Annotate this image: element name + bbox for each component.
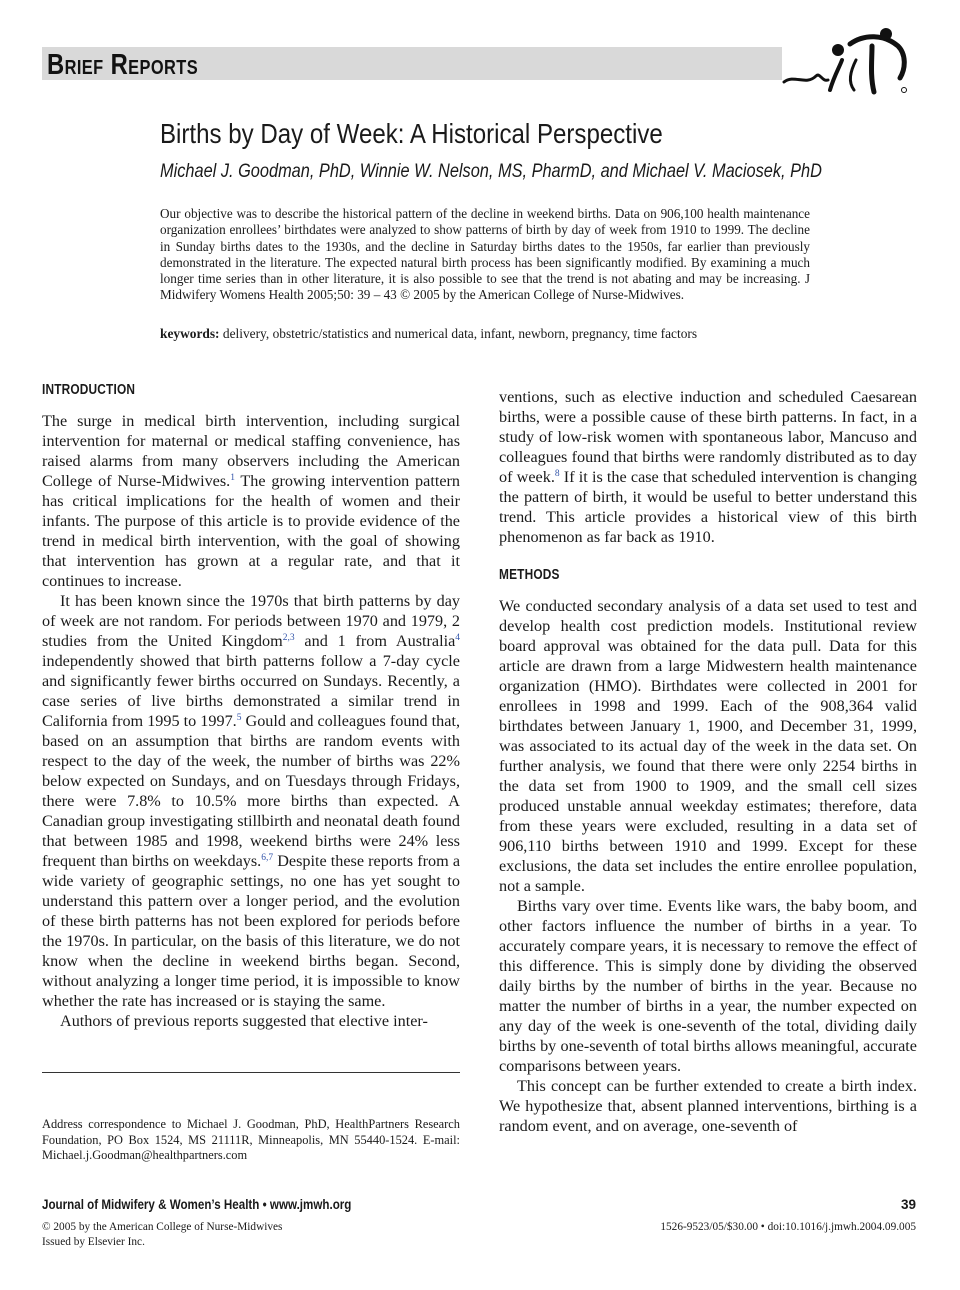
footnote-divider xyxy=(42,1072,460,1073)
reference-1[interactable]: 1 xyxy=(230,473,235,483)
issued-by-line: Issued by Elsevier Inc. xyxy=(42,1235,145,1248)
keywords-label: keywords: xyxy=(160,326,220,341)
continued-text-b: If it is the case that scheduled intervention is changing the pattern of birth, it would be useful to better understand this trend. This article provides a historical view of this birth phenomenon as far back as 1910. xyxy=(499,468,917,546)
reference-2-3[interactable]: 2,3 xyxy=(282,633,295,643)
methods-paragraph-1: We conducted secondary analysis of a data set used to test and develop health cost prediction models. Institutional review board approval was obtained for the data pull. Data for this article are drawn from a large Midwestern health maintenance organization (HMO). Birthdates were collected in 2001 for enrollees in 1998 and 1999. Each of the 908,364 valid birthdates between January 1, 1900, and December 31, 1999, was associated to its actual day of the week in the data set. On further analysis, we found that there were only 2254 births in the data set from 1900 to 1909, and the small cell sizes produced unstable annual weekday estimates; therefore, data from these years were excluded, resulting in a data set of 906,110 births between 1910 and 1999. Except for these exclusions, the data set includes the entire enrollee population, not a sample. xyxy=(499,597,917,895)
intro-p2-text-d: Gould and colleagues found that, based on an assumption that births are random events with respect to the day of the week, the number of births was 22% below expected on Sundays, and on Tuesdays through Fridays, there were 7.8% to 10.5% more births than expected. A Canadian group investigating stillbirth and neonatal death found that between 1985 and 1998, weekend births were 24% less frequent than births on weekdays. xyxy=(42,712,460,870)
intro-p2-text-c: independently showed that birth patterns follow a 7-day cycle and significantly fewer births occurred on Sundays. Recently, a case series of live births demonstrated a similar trend in California from 1995 to 1997. xyxy=(42,652,460,730)
reference-8[interactable]: 8 xyxy=(554,469,560,479)
continued-text-a: ventions, such as elective induction and scheduled Caesarean births, were a possible cause of these birth patterns. In fact, in a study of low-risk women with spontaneous labor, Mancuso and colleagues found that births were randomly distributed as to day of week. xyxy=(499,388,917,486)
reference-4[interactable]: 4 xyxy=(455,633,461,643)
keywords xyxy=(160,326,810,342)
intro-paragraph-2 xyxy=(42,591,460,1011)
correspondence-footnote: Address correspondence to Michael J. Goodman, PhD, HealthPartners Research Foundation, PO Box 1524, MS 21111R, Minneapolis, MN 55440-1524. E-mail: Michael.j.Goodman@healthpartners.com xyxy=(42,1117,460,1162)
intro-p2-text-b: and 1 from Australia xyxy=(294,632,456,650)
intro-p2-text-a: It has been known since the 1970s that birth patterns by day of week are not random. For periods between 1970 and 1979, 2 studies from the United Kingdom xyxy=(42,592,460,650)
methods-paragraph-3: This concept can be further extended to create a birth index. We hypothesize that, absent planned interventions, birthing is a random event, and on average, one-seventh of xyxy=(499,1077,917,1135)
reference-6-7[interactable]: 6,7 xyxy=(261,853,274,863)
acnm-logo-icon xyxy=(780,24,915,96)
keywords-text: delivery, obstetric/statistics and numerical data, infant, newborn, pregnancy, time factors xyxy=(222,326,698,341)
intro-p1-text-b: The growing intervention pattern has critical implications for the health of women and their infants. The purpose of this article is to provide evidence of the trend in medical birth intervention, with the goal of showing that intervention has grown at a regular rate, and that it continues to increase. xyxy=(42,472,460,590)
footer-copyright xyxy=(42,1220,282,1249)
methods-paragraph-2: Births vary over time. Events like wars, the baby boom, and other factors influence the number of births in a year. To accurately compare years, it is necessary to remove the effect of this difference. This is simply done by dividing the observed daily births by the number of births in the year. Because no matter the number of births in a year, the number expected on any day of the week is one-seventh of the total, dividing daily births by one-seventh of total births allows meaningful, accurate comparisons between years. xyxy=(499,897,917,1075)
left-column xyxy=(42,380,460,1031)
intro-p2-text-e: Despite these reports from a wide variety of geographic settings, no one has yet sought to understand this pattern over a longer period, and the evolution of these birth patterns has not been explored for periods before the 1970s. In particular, on the basis of this literature, we do not know when the decline in weekend births began. Second, without analyzing a longer time period, it is impossible to know whether the rate has increased or is staying the same. xyxy=(42,852,461,1010)
reference-5[interactable]: 5 xyxy=(236,713,242,723)
intro-p1-text-a: The surge in medical birth intervention, including surgical intervention for maternal or medical staffing convenience, has raised alarms from many observers including the American College of Nurse-Midwives. xyxy=(42,412,460,490)
intro-paragraph-1 xyxy=(42,411,460,591)
introduction-heading: INTRODUCTION xyxy=(42,382,136,398)
section-label: Brief Reports xyxy=(47,49,199,81)
article-title: Births by Day of Week: A Historical Perspective xyxy=(160,118,663,149)
page-number: 39 xyxy=(900,1197,916,1212)
abstract: Our objective was to describe the historical pattern of the decline in weekend births. Data on 906,100 health maintenance organization enrollees’ birthdates were analyzed to show patterns of birth by day of week from 1910 to 1999. The decline in Sunday births dates to the 1930s, and the decline in Saturday births dates to the 1950s, far earlier than previously demonstrated in the literature. The expected natural birth process has been significantly modified. By examining a much longer time series than in other literature, it is also possible to see that the trend is not abating and may be increasing. J Midwifery Womens Health 2005;50: 39 – 43 © 2005 by the American College of Nurse-Midwives. xyxy=(160,206,810,303)
section-banner xyxy=(42,47,782,80)
copyright-line: © 2005 by the American College of Nurse-Midwives xyxy=(42,1221,283,1233)
continued-paragraph xyxy=(499,387,917,547)
article-authors: Michael J. Goodman, PhD, Winnie W. Nelson, MS, PharmD, and Michael V. Maciosek, PhD xyxy=(160,161,822,182)
methods-heading: METHODS xyxy=(499,567,560,583)
footer-journal: Journal of Midwifery & Women’s Health • www.jmwh.org xyxy=(42,1197,352,1212)
footer-doi: 1526-9523/05/$30.00 • doi:10.1016/j.jmwh.2004.09.005 xyxy=(660,1221,916,1233)
intro-paragraph-3: Authors of previous reports suggested that elective inter- xyxy=(60,1012,428,1030)
right-column xyxy=(499,387,917,1136)
